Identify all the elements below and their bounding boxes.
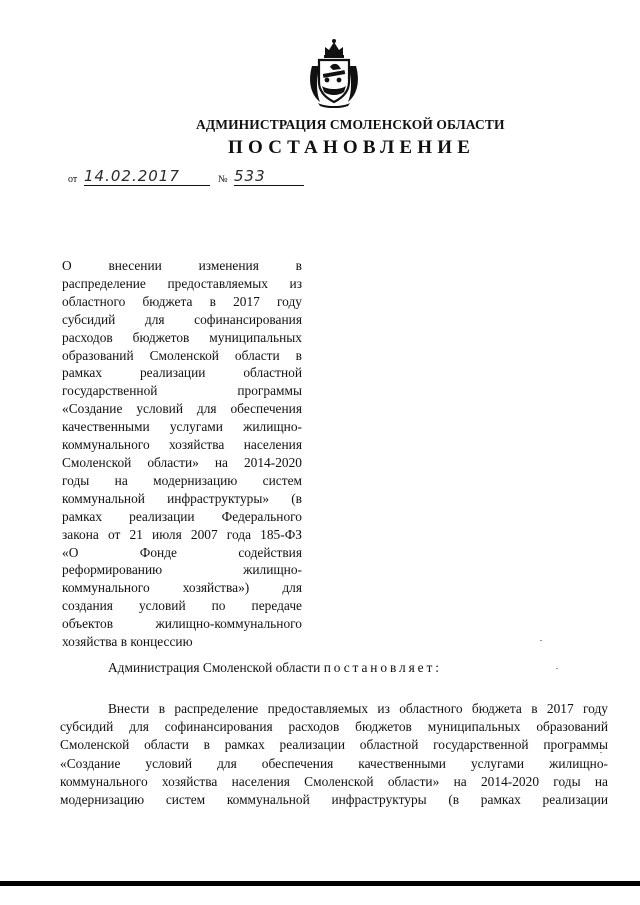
subject-line: качественными услугами жилищно- xyxy=(62,419,302,435)
subject-line: распределение предоставляемых из xyxy=(62,275,302,291)
body-line: коммунального хозяйства населения Смоленской области» на 2014-2020 годы на xyxy=(60,773,608,789)
subject-line: расходов бюджетов муниципальных xyxy=(62,329,302,345)
document-type-title: ПОСТАНОВЛЕНИЕ xyxy=(228,137,476,158)
subject-line: Смоленской области» на 2014-2020 xyxy=(62,454,302,470)
body-line: «Создание условий для обеспечения качественными услугами жилищно- xyxy=(60,755,608,771)
subject-line: рамках реализации областной xyxy=(62,365,302,381)
subject-line: коммунального хозяйства») для xyxy=(62,580,302,596)
date-number-line xyxy=(68,168,308,188)
subject-line: коммунального хозяйства населения xyxy=(62,437,302,453)
subject-line: государственной программы xyxy=(62,383,302,399)
subject-block xyxy=(62,257,302,651)
subject-line: хозяйства в концессию xyxy=(62,634,193,650)
subject-line: субсидий для софинансирования xyxy=(62,311,302,327)
handwritten-number: 533 xyxy=(234,168,304,186)
subject-line: годы на модернизацию систем xyxy=(62,472,302,488)
subject-line: О внесении изменения в xyxy=(62,258,302,273)
subject-line: закона от 21 июля 2007 года 185-ФЗ xyxy=(62,526,302,542)
subject-line: создания условий по передаче xyxy=(62,598,302,614)
decree-verb: постановляет: xyxy=(323,660,442,675)
body-line: субсидий для софинансирования расходов бюджетов муниципальных образований xyxy=(60,719,608,735)
body-line: Внести в распределение предоставляемых из областного бюджета в 2017 году xyxy=(108,701,608,716)
body-line: Смоленской области в рамках реализации областной государственной программы xyxy=(60,737,608,753)
scan-speck xyxy=(600,752,602,753)
subject-line: объектов жилищно-коммунального xyxy=(62,616,302,632)
subject-line: «Создание условий для обеспечения xyxy=(62,401,302,417)
subject-line: реформированию жилищно- xyxy=(62,562,302,578)
subject-line: «О Фонде содействия xyxy=(62,544,302,560)
subject-line: областного бюджета в 2017 году xyxy=(62,293,302,309)
body-line: модернизацию систем коммунальной инфраструктуры (в рамках реализации xyxy=(60,792,608,808)
handwritten-date: 14.02.2017 xyxy=(84,168,210,186)
scan-edge-bar xyxy=(0,881,640,886)
number-label: № xyxy=(218,174,228,185)
date-from-label: от xyxy=(68,174,78,185)
scan-speck xyxy=(540,640,542,641)
body-paragraph xyxy=(60,700,608,809)
subject-line: рамках реализации Федерального xyxy=(62,508,302,524)
decree-intro: Администрация Смоленской области xyxy=(108,660,324,675)
organization-name: АДМИНИСТРАЦИЯ СМОЛЕНСКОЙ ОБЛАСТИ xyxy=(196,117,505,132)
subject-line: образований Смоленской области в xyxy=(62,347,302,363)
scan-speck xyxy=(556,668,558,669)
subject-line: коммунальной инфраструктуры» (в xyxy=(62,490,302,506)
decree-statement xyxy=(108,660,442,676)
coat-of-arms-icon xyxy=(306,36,362,108)
